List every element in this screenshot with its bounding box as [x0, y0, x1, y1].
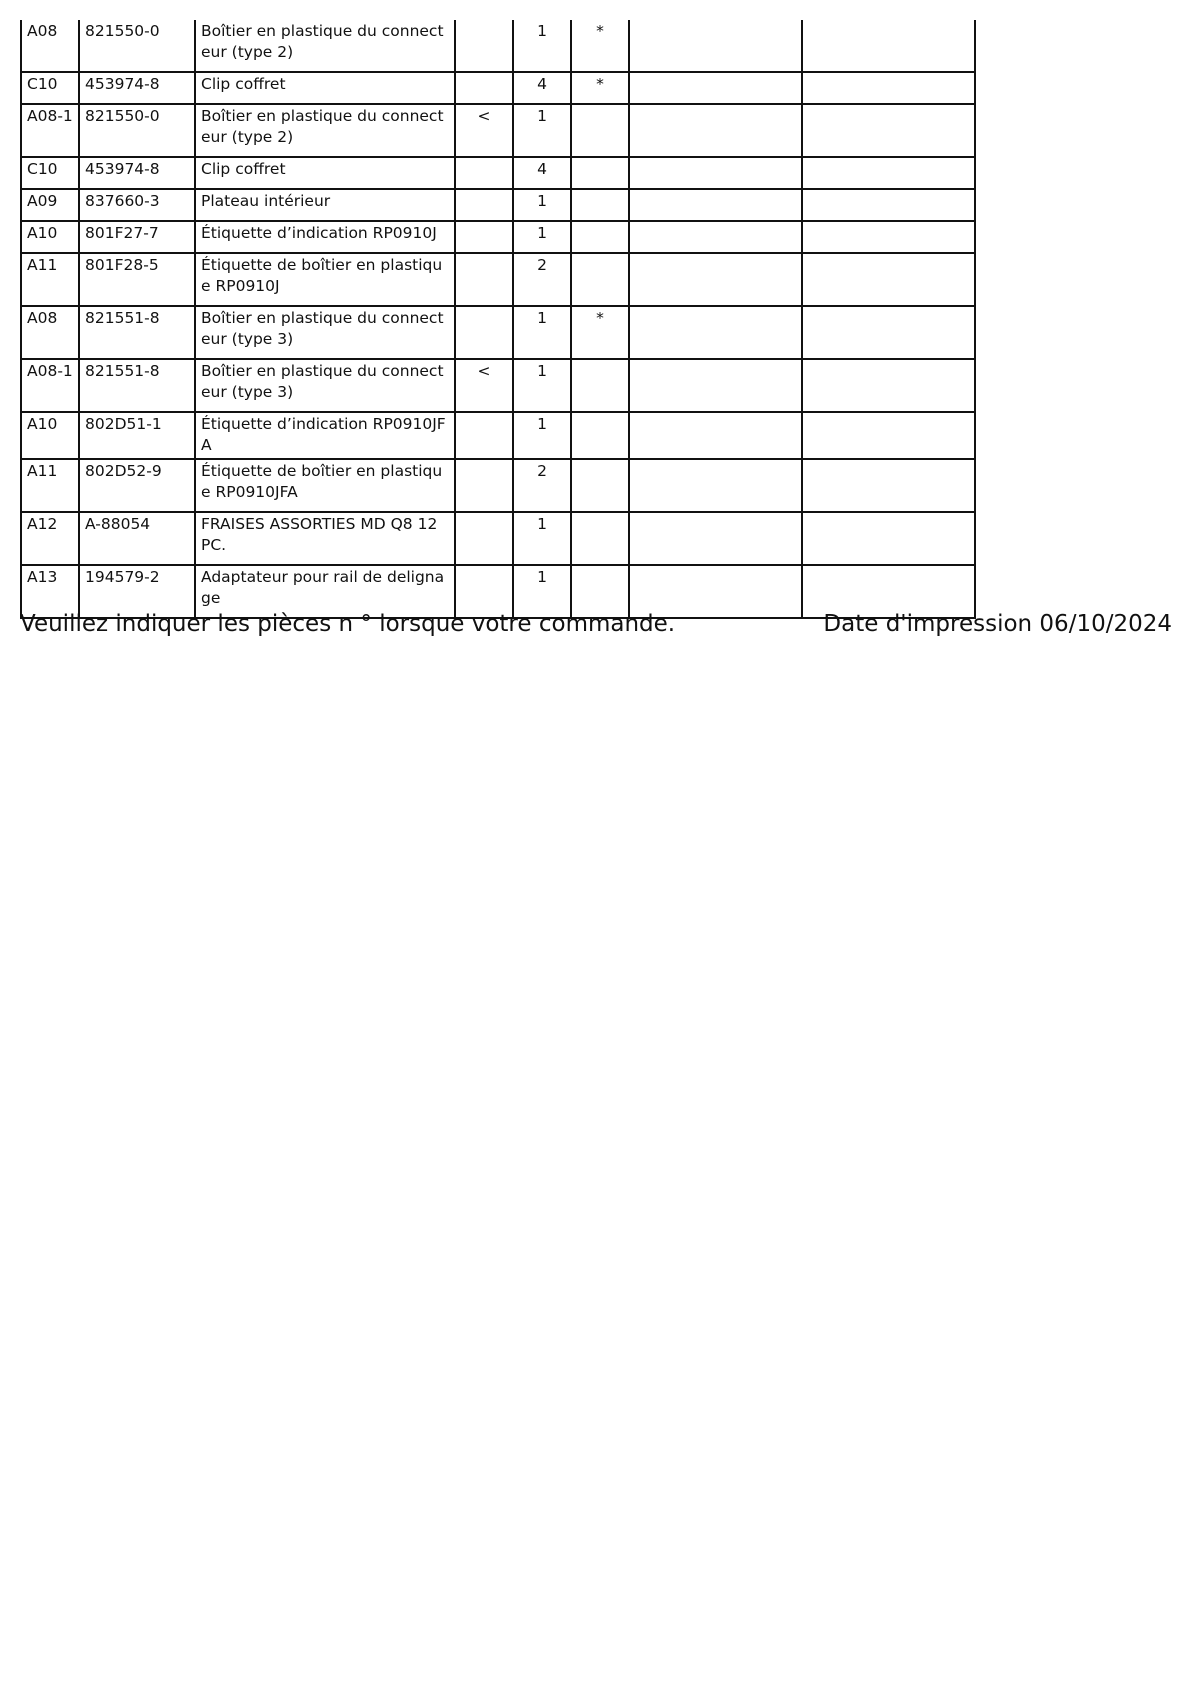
table-row	[21, 221, 975, 253]
print-date: Date d'impression 06/10/2024	[823, 611, 1172, 637]
note-cell	[571, 221, 629, 253]
extra-cell	[629, 359, 802, 412]
ref-cell: C10	[21, 157, 79, 189]
table-row	[21, 359, 975, 412]
ref-cell: A08	[21, 20, 79, 72]
mark-cell	[455, 512, 513, 565]
extra-cell	[629, 221, 802, 253]
description-cell: FRAISES ASSORTIES MD Q8 12 PC.	[195, 512, 455, 565]
quantity-cell: 4	[513, 157, 571, 189]
description-cell: Étiquette d’indication RP0910JFA	[195, 412, 455, 459]
note-cell	[571, 104, 629, 157]
part-number-cell: 821550-0	[79, 104, 195, 157]
extra-cell	[802, 253, 975, 306]
quantity-cell: 1	[513, 221, 571, 253]
part-number-cell: 194579-2	[79, 565, 195, 618]
extra-cell	[802, 459, 975, 512]
part-number-cell: 821551-8	[79, 306, 195, 359]
quantity-cell: 1	[513, 20, 571, 72]
extra-cell	[629, 189, 802, 221]
description-cell: Boîtier en plastique du connecteur (type 3)	[195, 359, 455, 412]
ref-cell: A10	[21, 412, 79, 459]
note-cell	[571, 359, 629, 412]
ref-cell: A10	[21, 221, 79, 253]
extra-cell	[629, 253, 802, 306]
table-row	[21, 459, 975, 512]
table-row	[21, 20, 975, 72]
part-number-cell: 801F28-5	[79, 253, 195, 306]
extra-cell	[802, 104, 975, 157]
note-cell	[571, 512, 629, 565]
ref-cell: A08	[21, 306, 79, 359]
ref-cell: A11	[21, 253, 79, 306]
table-row	[21, 512, 975, 565]
mark-cell: <	[455, 359, 513, 412]
part-number-cell: 821551-8	[79, 359, 195, 412]
quantity-cell: 2	[513, 253, 571, 306]
extra-cell	[802, 20, 975, 72]
table-row	[21, 306, 975, 359]
mark-cell	[455, 20, 513, 72]
extra-cell	[629, 459, 802, 512]
table-row	[21, 72, 975, 104]
part-number-cell: 802D52-9	[79, 459, 195, 512]
extra-cell	[629, 306, 802, 359]
part-number-cell: 453974-8	[79, 157, 195, 189]
description-cell: Boîtier en plastique du connecteur (type 2)	[195, 20, 455, 72]
quantity-cell: 1	[513, 565, 571, 618]
note-cell: *	[571, 306, 629, 359]
part-number-cell: A-88054	[79, 512, 195, 565]
extra-cell	[629, 72, 802, 104]
note-cell	[571, 412, 629, 459]
description-cell: Étiquette de boîtier en plastique RP0910JFA	[195, 459, 455, 512]
mark-cell	[455, 221, 513, 253]
extra-cell	[802, 412, 975, 459]
parts-table-body	[21, 20, 975, 618]
part-number-cell: 802D51-1	[79, 412, 195, 459]
extra-cell	[802, 72, 975, 104]
quantity-cell: 1	[513, 359, 571, 412]
description-cell: Étiquette de boîtier en plastique RP0910J	[195, 253, 455, 306]
extra-cell	[629, 512, 802, 565]
ref-cell: C10	[21, 72, 79, 104]
quantity-cell: 1	[513, 104, 571, 157]
quantity-cell: 1	[513, 412, 571, 459]
mark-cell: <	[455, 104, 513, 157]
ref-cell: A08-1	[21, 104, 79, 157]
quantity-cell: 2	[513, 459, 571, 512]
extra-cell	[629, 20, 802, 72]
extra-cell	[802, 157, 975, 189]
mark-cell	[455, 412, 513, 459]
ref-cell: A12	[21, 512, 79, 565]
mark-cell	[455, 253, 513, 306]
note-cell: *	[571, 72, 629, 104]
mark-cell	[455, 306, 513, 359]
footer-note: Veuillez indiquer les pièces n ° lorsque votre commande.	[20, 611, 676, 637]
description-cell: Boîtier en plastique du connecteur (type 2)	[195, 104, 455, 157]
description-cell: Clip coffret	[195, 72, 455, 104]
table-row	[21, 253, 975, 306]
extra-cell	[802, 189, 975, 221]
mark-cell	[455, 189, 513, 221]
quantity-cell: 1	[513, 189, 571, 221]
note-cell: *	[571, 20, 629, 72]
extra-cell	[802, 512, 975, 565]
description-cell: Étiquette d’indication RP0910J	[195, 221, 455, 253]
part-number-cell: 837660-3	[79, 189, 195, 221]
extra-cell	[629, 104, 802, 157]
quantity-cell: 1	[513, 512, 571, 565]
mark-cell	[455, 459, 513, 512]
note-cell	[571, 459, 629, 512]
table-row	[21, 104, 975, 157]
extra-cell	[629, 157, 802, 189]
note-cell	[571, 189, 629, 221]
quantity-cell: 4	[513, 72, 571, 104]
ref-cell: A08-1	[21, 359, 79, 412]
extra-cell	[629, 412, 802, 459]
description-cell: Clip coffret	[195, 157, 455, 189]
table-row	[21, 157, 975, 189]
note-cell	[571, 253, 629, 306]
extra-cell	[802, 359, 975, 412]
mark-cell	[455, 157, 513, 189]
description-cell: Boîtier en plastique du connecteur (type 3)	[195, 306, 455, 359]
ref-cell: A13	[21, 565, 79, 618]
ref-cell: A11	[21, 459, 79, 512]
table-row	[21, 189, 975, 221]
part-number-cell: 453974-8	[79, 72, 195, 104]
description-cell: Adaptateur pour rail de delignage	[195, 565, 455, 618]
part-number-cell: 801F27-7	[79, 221, 195, 253]
note-cell	[571, 157, 629, 189]
quantity-cell: 1	[513, 306, 571, 359]
table-row	[21, 412, 975, 459]
parts-table	[20, 20, 976, 619]
part-number-cell: 821550-0	[79, 20, 195, 72]
extra-cell	[802, 221, 975, 253]
description-cell: Plateau intérieur	[195, 189, 455, 221]
mark-cell	[455, 72, 513, 104]
extra-cell	[802, 306, 975, 359]
ref-cell: A09	[21, 189, 79, 221]
